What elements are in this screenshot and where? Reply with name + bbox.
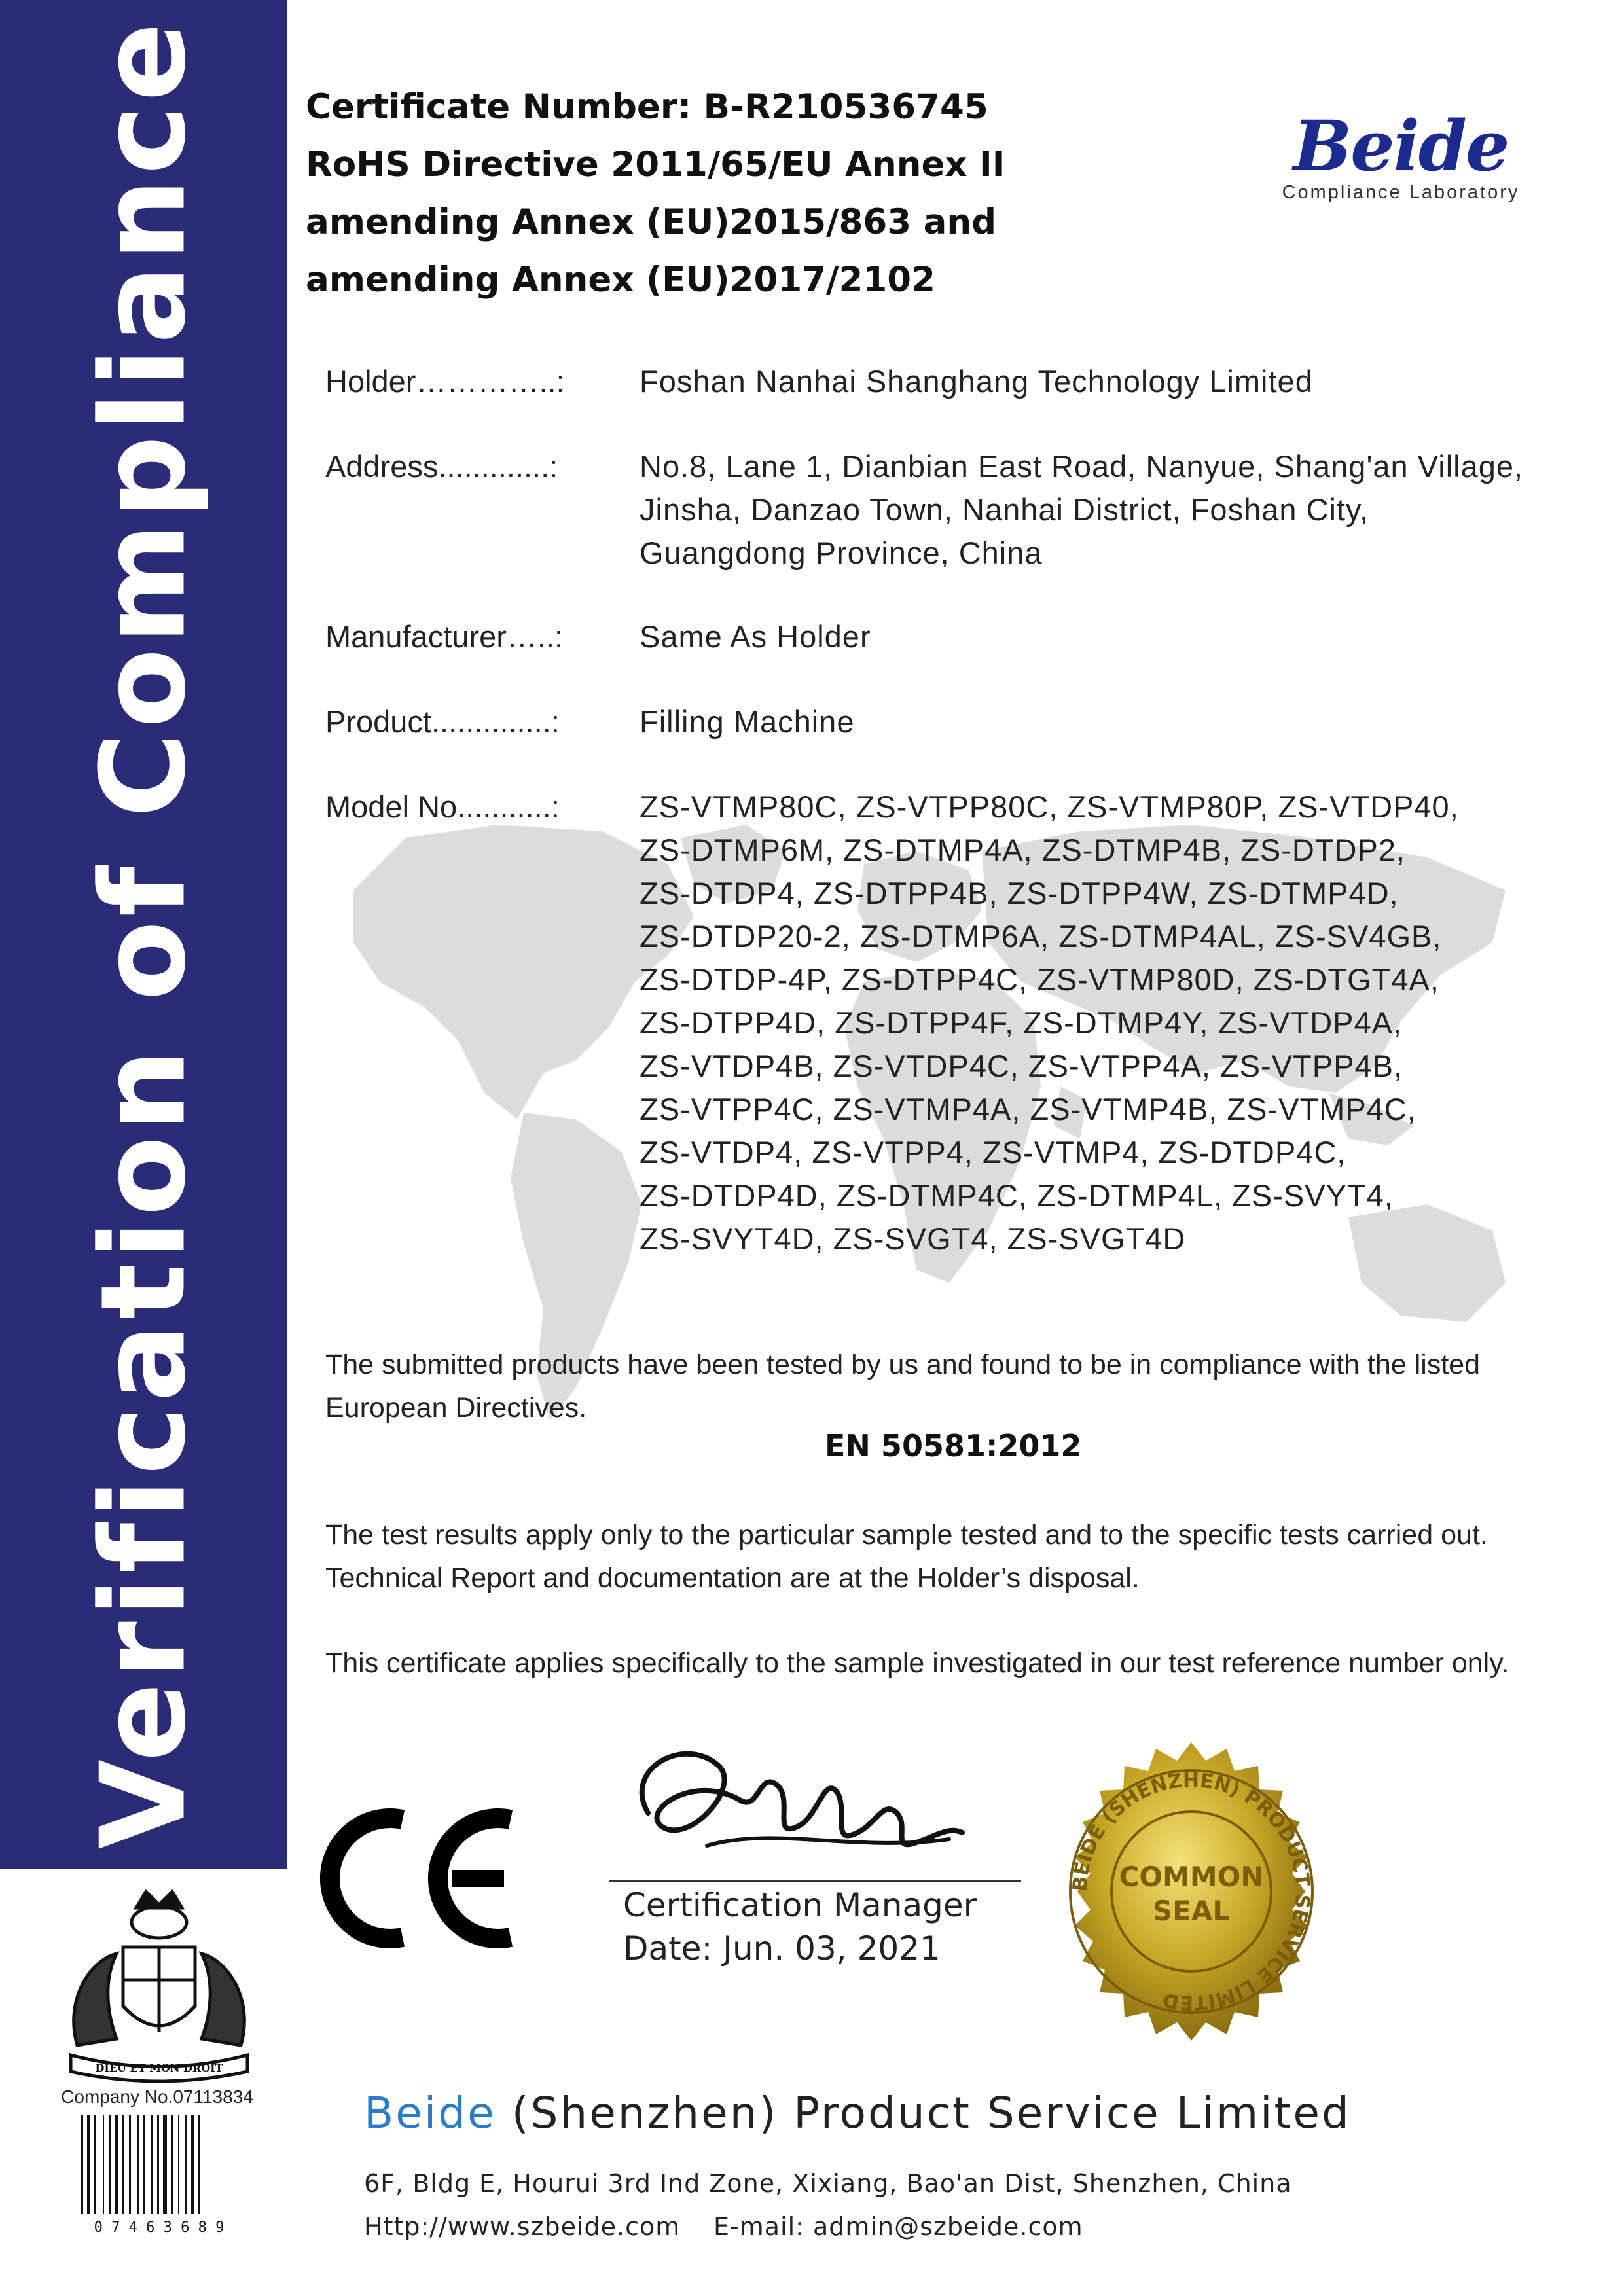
company-number-value: 07113834 [173,2087,253,2107]
model-line: ZS-DTDP4D, ZS-DTMP4C, ZS-DTMP4L, ZS-SVYT4, [640,1178,1394,1213]
model-list [640,785,1459,1261]
product-label: Product..............: [325,704,560,739]
barcode-bar [103,2115,104,2214]
barcode-bar [137,2115,139,2214]
barcode-bar [115,2115,118,2214]
company-number-label: Company No. [61,2087,173,2107]
barcode-bar [81,2115,83,2214]
model-label: Model No...........: [325,789,560,824]
address-label: Address.............: [325,449,558,484]
barcode-bar [198,2115,200,2214]
footer-address: 6F, Bldg E, Hourui 3rd Ind Zone, Xixiang, Bao'an Dist, Shenzhen, China [364,2169,1292,2198]
barcode-bars [81,2115,200,2214]
directive-line: RoHS Directive 2011/65/EU Annex II [306,145,1005,185]
model-line: ZS-SVYT4D, ZS-SVGT4, ZS-SVGT4D [640,1221,1186,1256]
barcode-bar [122,2115,124,2214]
issue-date: Date: Jun. 03, 2021 [623,1929,941,1967]
barcode-bar [143,2115,145,2214]
certificate-number: Certificate Number: B-R210536745 [306,87,988,127]
model-line: ZS-VTDP4, ZS-VTPP4, ZS-VTMP4, ZS-DTDP4C, [640,1135,1346,1170]
footer-website[interactable]: Http://www.szbeide.com [364,2212,681,2241]
barcode-bar [129,2115,131,2214]
barcode-digits: 0 7 4 6 3 6 8 9 [94,2219,225,2236]
royal-coat-of-arms-icon [51,1882,267,2091]
barcode-bar [151,2115,153,2214]
model-line: ZS-DTPP4D, ZS-DTPP4F, ZS-DTMP4Y, ZS-VTDP4A, [640,1005,1403,1040]
model-line: ZS-DTDP4, ZS-DTPP4B, ZS-DTPP4W, ZS-DTMP4D, [640,876,1399,910]
compliance-statement [325,1343,1569,1429]
manufacturer-label: Manufacturer…..: [325,619,564,654]
side-banner [0,0,287,1869]
amendment-line-1: amending Annex (EU)2015/863 and [306,202,997,242]
results-line: Technical Report and documentation are at the Holder’s disposal. [325,1562,1140,1594]
barcode-bar [94,2115,96,2214]
signatory-title: Certification Manager [623,1886,977,1924]
crest-motto: DIEU ET MON DROIT [95,2062,223,2074]
logo-wordmark: Beide [1293,105,1509,187]
statement-line: The submitted products have been tested by us and found to be in compliance with the listed [325,1349,1481,1380]
footer-company-name [364,2088,1351,2138]
verification-of-compliance-title: Verification of Compliance [75,18,211,1850]
results-line: The test results apply only to the particular sample tested and to the specific tests carried out. [325,1519,1488,1551]
beide-logo [1257,105,1545,204]
barcode-icon [77,2113,241,2237]
address-line: Jinsha, Danzao Town, Nanhai District, Foshan City, [640,492,1369,527]
statement-line: European Directives. [325,1392,587,1424]
signature-line [609,1880,1021,1882]
address-line: Guangdong Province, China [640,535,1043,570]
footer-company-rest: (Shenzhen) Product Service Limited [496,2088,1351,2138]
company-number [39,2087,275,2108]
barcode-bar [87,2115,90,2214]
address-line: No.8, Lane 1, Dianbian East Road, Nanyue, Shang'an Village, [640,449,1524,484]
footer-email[interactable]: E-mail: admin@szbeide.com [713,2212,1083,2241]
barcode-bar [171,2115,173,2214]
barcode-bar [109,2115,111,2214]
holder-value: Foshan Nanhai Shanghang Technology Limited [640,364,1313,399]
product-value: Filling Machine [640,704,855,739]
seal-ring-text: BEIDE (SHENZHEN) PRODUCT SERVICE LIMITED [1068,1768,1314,2015]
signature-icon [609,1728,975,1878]
test-results-note [325,1513,1569,1600]
barcode-bar [185,2115,187,2214]
address-value [640,445,1523,575]
model-line: ZS-VTMP80C, ZS-VTPP80C, ZS-VTMP80P, ZS-VTDP40, [640,789,1459,824]
holder-label: Holder…………..: [325,364,565,399]
barcode-bar [157,2115,159,2214]
logo-subtitle: Compliance Laboratory [1282,182,1520,203]
seal-center-bottom: SEAL [1152,1895,1231,1927]
ce-mark-icon [314,1800,530,1957]
scope-note: This certificate applies specifically to the sample investigated in our test reference number only. [325,1647,1509,1679]
model-line: ZS-DTDP-4P, ZS-DTPP4C, ZS-VTMP80D, ZS-DTGT4A, [640,962,1439,997]
barcode-bar [163,2115,167,2214]
model-line: ZS-DTMP6M, ZS-DTMP4A, ZS-DTMP4B, ZS-DTDP2, [640,833,1406,867]
model-line: ZS-VTDP4B, ZS-VTDP4C, ZS-VTPP4A, ZS-VTPP4B, [640,1049,1403,1083]
standard-reference: EN 50581:2012 [825,1428,1082,1463]
model-line: ZS-DTDP20-2, ZS-DTMP6A, ZS-DTMP4AL, ZS-SV4GB, [640,919,1442,954]
certificate-header [306,79,1005,309]
barcode-bar [178,2115,179,2214]
model-line: ZS-VTPP4C, ZS-VTMP4A, ZS-VTMP4B, ZS-VTMP4C, [640,1092,1416,1126]
manufacturer-value: Same As Holder [640,619,871,654]
amendment-line-2: amending Annex (EU)2017/2102 [306,260,936,300]
common-seal-icon [1034,1734,1348,2049]
footer-brand: Beide [364,2088,496,2138]
signatory-block [623,1884,977,1970]
barcode-bar [191,2115,194,2214]
seal-center-top: COMMON [1119,1861,1264,1893]
